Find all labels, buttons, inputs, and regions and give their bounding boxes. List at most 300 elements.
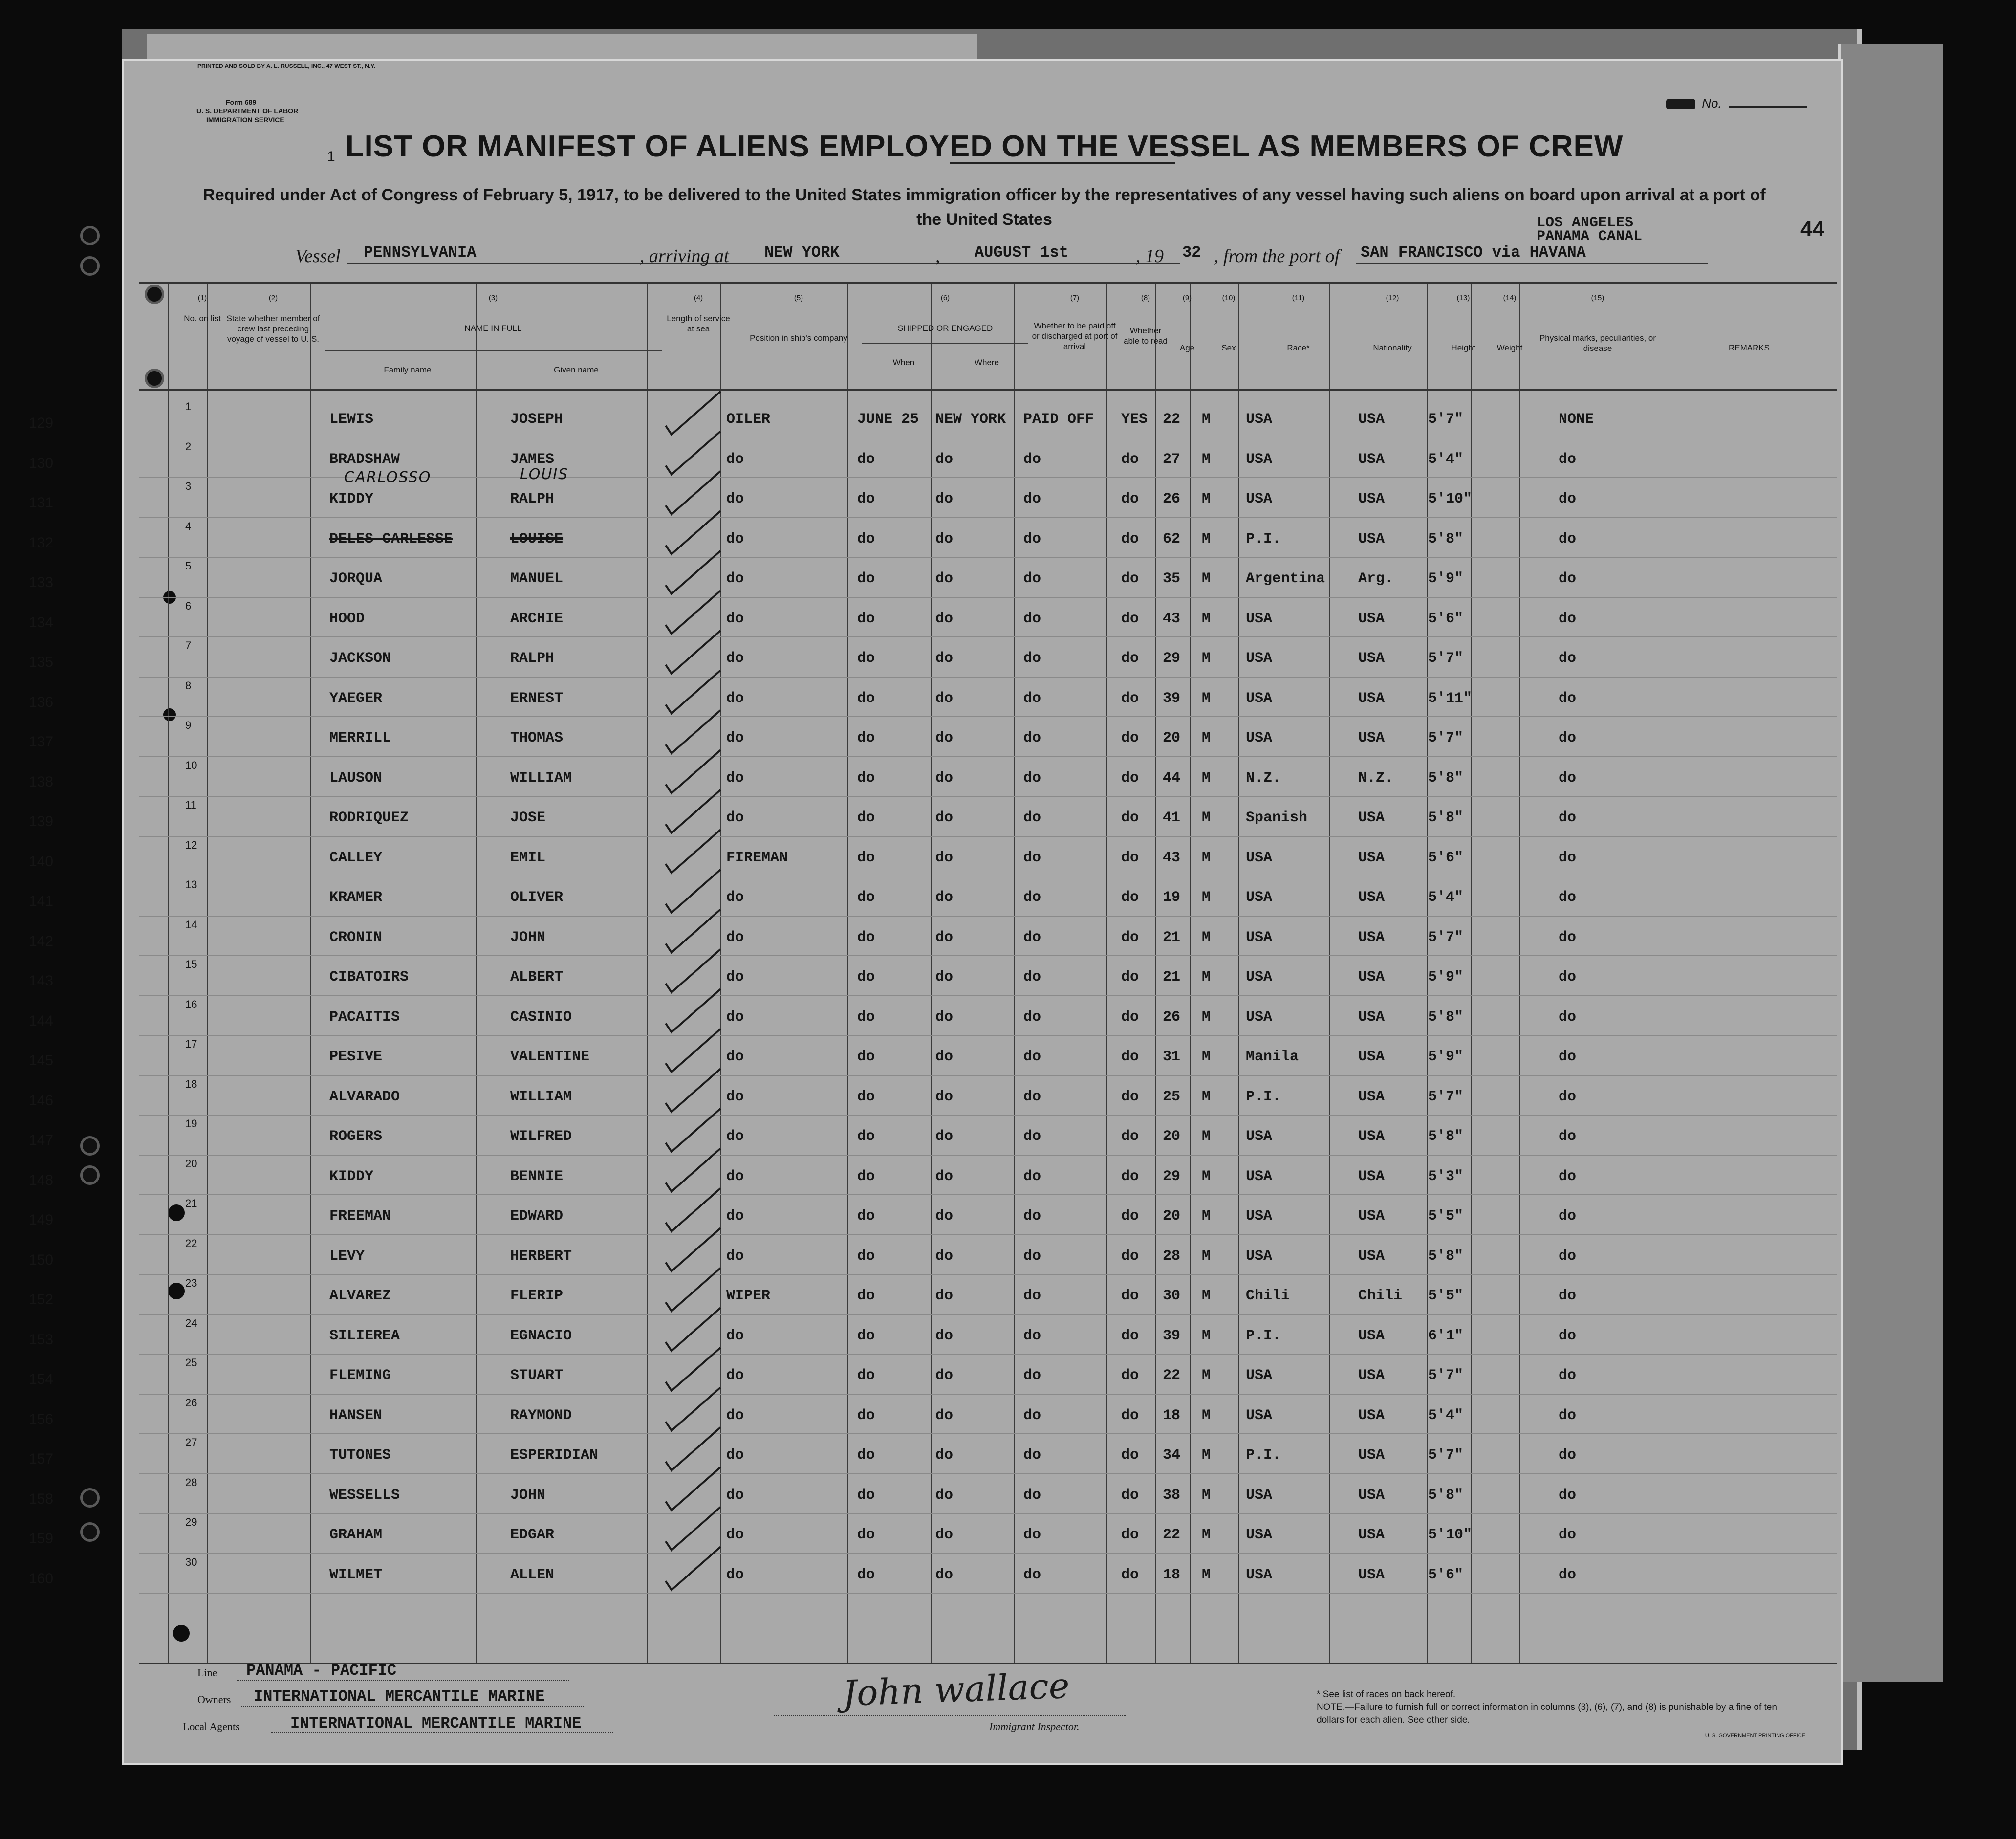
cell-family: CIBATOIRS: [329, 969, 409, 985]
cell-paid: do: [1023, 570, 1041, 587]
cell-read: do: [1121, 889, 1139, 906]
column-rule: [1155, 284, 1156, 1663]
cell-read: do: [1121, 1168, 1139, 1185]
col12-header: Nationality: [1373, 343, 1412, 352]
cell-sex: M: [1202, 1208, 1211, 1225]
cell-age: 62: [1163, 530, 1181, 547]
cell-read: do: [1121, 451, 1139, 468]
cell-where: do: [935, 451, 954, 468]
cell-family: BRADSHAW: [329, 451, 400, 468]
service-check-icon: [666, 1467, 720, 1511]
cell-read: do: [1121, 491, 1139, 507]
cell-sex: M: [1202, 1566, 1211, 1583]
cell-given: WILFRED: [510, 1128, 572, 1145]
cell-sex: M: [1202, 849, 1211, 866]
cell-position: OILER: [726, 411, 771, 428]
cell-race: USA: [1246, 650, 1273, 667]
cell-position: do: [726, 769, 744, 787]
cell-race: P.I.: [1246, 1327, 1281, 1344]
cell-age: 18: [1163, 1407, 1181, 1424]
vessel-label: Vessel: [295, 246, 341, 266]
cell-family: KIDDY: [329, 1168, 374, 1185]
cell-read: do: [1121, 1447, 1139, 1464]
column-rule: [1519, 284, 1520, 1663]
cell-race: USA: [1246, 690, 1273, 707]
cell-where: do: [935, 610, 954, 627]
row-sequence-number: 154: [29, 1371, 54, 1387]
cell-marks: do: [1559, 810, 1577, 826]
cell-no: 2: [185, 440, 192, 453]
cell-read: do: [1121, 1367, 1139, 1384]
cell-given: CASINIO: [510, 1008, 572, 1026]
cell-where: do: [935, 1487, 954, 1504]
cell-race: Manila: [1246, 1049, 1299, 1065]
cell-height: 5'9": [1428, 570, 1464, 587]
col4-number: (4): [694, 294, 703, 302]
cell-given: VALENTINE: [510, 1049, 590, 1065]
cell-family: KRAMER: [329, 889, 383, 906]
row-sequence-number: 158: [29, 1490, 54, 1507]
family-name-correction: CARLOSSO: [344, 469, 432, 486]
cell-paid: do: [1023, 1208, 1041, 1225]
cell-race: P.I.: [1246, 1088, 1281, 1105]
cell-position: do: [726, 1008, 744, 1026]
cell-nationality: USA: [1358, 1447, 1385, 1464]
column-rule: [1238, 284, 1239, 1663]
cell-where: do: [935, 690, 954, 707]
cell-sex: M: [1202, 1367, 1211, 1384]
service-check-icon: [666, 1268, 720, 1311]
cell-paid: do: [1023, 530, 1041, 547]
cell-age: 25: [1163, 1088, 1181, 1105]
service-check-icon: [666, 1547, 720, 1590]
row-rule: [139, 597, 1837, 598]
cell-no: 18: [185, 1077, 197, 1090]
cell-marks: do: [1559, 1407, 1577, 1424]
row-sequence-number: 148: [29, 1172, 54, 1188]
cell-marks: do: [1559, 650, 1577, 667]
remarks-header: REMARKS: [1728, 343, 1770, 352]
cell-read: do: [1121, 929, 1139, 946]
inspector-signature: John wallace: [842, 1664, 1070, 1714]
cell-position: WIPER: [726, 1288, 771, 1304]
service-check-icon: [666, 591, 720, 634]
cell-when: do: [857, 1008, 875, 1026]
cell-height: 5'10": [1428, 1527, 1473, 1543]
cell-read: do: [1121, 1248, 1139, 1265]
cell-no: 29: [185, 1516, 197, 1528]
service-check-icon: [666, 989, 720, 1032]
cell-sex: M: [1202, 929, 1211, 946]
row-sequence-number: 160: [29, 1570, 54, 1587]
cell-race: USA: [1246, 1407, 1273, 1424]
row-sequence-number: 137: [29, 734, 54, 750]
cell-no: 6: [185, 599, 192, 612]
cell-no: 27: [185, 1436, 197, 1448]
cell-marks: do: [1559, 1527, 1577, 1543]
cell-age: 22: [1163, 411, 1181, 428]
cell-read: do: [1121, 1008, 1139, 1026]
cell-given: WILLIAM: [510, 1088, 572, 1105]
cell-race: Spanish: [1246, 810, 1308, 826]
cell-age: 41: [1163, 810, 1181, 826]
cell-when: do: [857, 610, 875, 627]
cell-marks: do: [1559, 1088, 1577, 1105]
cell-when: do: [857, 730, 875, 746]
cell-race: USA: [1246, 889, 1273, 906]
cell-where: NEW YORK: [935, 411, 1006, 428]
col6-number: (6): [940, 294, 950, 302]
cell-read: do: [1121, 769, 1139, 787]
cell-age: 22: [1163, 1367, 1181, 1384]
cell-age: 30: [1163, 1288, 1181, 1304]
cell-when: do: [857, 969, 875, 985]
cell-sex: M: [1202, 690, 1211, 707]
cell-family: WILMET: [329, 1566, 383, 1583]
cell-marks: do: [1559, 570, 1577, 587]
row-rule: [139, 517, 1837, 518]
service-check-icon: [666, 1029, 720, 1072]
cell-paid: do: [1023, 1088, 1041, 1105]
cell-nationality: USA: [1358, 1407, 1385, 1424]
cell-when: do: [857, 1208, 875, 1225]
cell-sex: M: [1202, 769, 1211, 787]
corner-no-label: No.: [1702, 96, 1722, 110]
column-rule: [931, 284, 932, 1663]
cell-nationality: Chili: [1358, 1288, 1403, 1304]
binder-hole-icon: [80, 1165, 100, 1185]
department-name: U. S. DEPARTMENT OF LABOR: [196, 107, 299, 115]
service-check-icon: [666, 949, 720, 992]
cell-marks: do: [1559, 1248, 1577, 1265]
cell-paid: do: [1023, 610, 1041, 627]
cell-position: do: [726, 570, 744, 587]
cell-paid: do: [1023, 769, 1041, 787]
cell-marks: do: [1559, 491, 1577, 507]
cell-no: 4: [185, 520, 192, 532]
cell-marks: do: [1559, 929, 1577, 946]
cell-position: do: [726, 929, 744, 946]
cell-nationality: USA: [1358, 650, 1385, 667]
row-sequence-number: 138: [29, 773, 54, 790]
cell-no: 21: [185, 1197, 197, 1209]
cell-read: do: [1121, 1128, 1139, 1145]
cell-marks: do: [1559, 1008, 1577, 1026]
cell-nationality: USA: [1358, 1128, 1385, 1145]
cell-nationality: USA: [1358, 411, 1385, 428]
row-sequence-number: 149: [29, 1212, 54, 1228]
column-rule: [1014, 284, 1015, 1663]
cell-family: ALVARADO: [329, 1088, 400, 1105]
cell-where: do: [935, 769, 954, 787]
row-sequence-number: 153: [29, 1331, 54, 1348]
cell-position: do: [726, 1407, 744, 1424]
row-rule: [139, 1433, 1837, 1434]
cell-position: do: [726, 650, 744, 667]
cell-given: THOMAS: [510, 730, 564, 746]
cell-marks: do: [1559, 1367, 1577, 1384]
cell-family: YAEGER: [329, 690, 383, 707]
col14-number: (14): [1503, 294, 1517, 302]
cell-height: 5'7": [1428, 650, 1464, 667]
cell-position: do: [726, 1128, 744, 1145]
cell-sex: M: [1202, 411, 1211, 428]
cell-where: do: [935, 1168, 954, 1185]
cell-read: do: [1121, 530, 1139, 547]
voyage-line: [295, 245, 341, 267]
cell-family: JORQUA: [329, 570, 383, 587]
row-rule: [139, 955, 1837, 956]
cell-given: ESPERIDIAN: [510, 1447, 599, 1464]
cell-no: 26: [185, 1396, 197, 1409]
cell-nationality: USA: [1358, 1566, 1385, 1583]
cell-marks: do: [1559, 1049, 1577, 1065]
row-rule: [139, 1394, 1837, 1395]
col2-number: (2): [268, 294, 278, 302]
cell-age: 34: [1163, 1447, 1181, 1464]
service-check-icon: [666, 511, 720, 554]
cell-no: 22: [185, 1237, 197, 1249]
service-check-icon: [666, 1388, 720, 1431]
corner-number-stamp: [1666, 96, 1807, 111]
col4-header: Length of service at sea: [667, 314, 730, 333]
service-check-icon: [666, 750, 720, 793]
row-sequence-number: 130: [29, 455, 54, 471]
cell-no: 14: [185, 918, 197, 931]
cell-age: 29: [1163, 650, 1181, 667]
cell-family: CRONIN: [329, 929, 383, 946]
cell-given: JOHN: [510, 1487, 546, 1504]
cell-age: 39: [1163, 690, 1181, 707]
cell-sex: M: [1202, 1008, 1211, 1026]
cell-when: do: [857, 769, 875, 787]
col6a-header: When: [892, 358, 915, 367]
cell-sex: M: [1202, 491, 1211, 507]
cell-marks: do: [1559, 1327, 1577, 1344]
footer-line: [197, 1666, 217, 1679]
cell-when: do: [857, 1566, 875, 1583]
row-sequence-number: 152: [29, 1292, 54, 1308]
row-sequence-number: 159: [29, 1531, 54, 1547]
cell-height: 5'6": [1428, 1566, 1464, 1583]
cell-when: do: [857, 810, 875, 826]
cell-height: 5'3": [1428, 1168, 1464, 1185]
from-port: SAN FRANCISCO via HAVANA: [1361, 243, 1586, 262]
cell-when: do: [857, 1248, 875, 1265]
cell-given: STUART: [510, 1367, 564, 1384]
row-sequence-number: 134: [29, 614, 54, 631]
cell-race: USA: [1246, 1527, 1273, 1543]
cell-family: DELES CARLESSE: [329, 530, 453, 547]
col13-number: (13): [1456, 294, 1470, 302]
service-checkmarks: [662, 284, 735, 1663]
page-title: LIST OR MANIFEST OF ALIENS EMPLOYED ON THE VESSEL AS MEMBERS OF CREW: [345, 130, 1624, 163]
cell-no: 9: [185, 719, 192, 731]
cell-race: USA: [1246, 969, 1273, 985]
row-sequence-number: 140: [29, 853, 54, 870]
cell-nationality: USA: [1358, 1208, 1385, 1225]
cell-race: USA: [1246, 929, 1273, 946]
cell-read: do: [1121, 1407, 1139, 1424]
cell-race: USA: [1246, 1566, 1273, 1583]
year-suffix: 32: [1182, 243, 1201, 262]
cell-read: do: [1121, 730, 1139, 746]
cell-height: 6'1": [1428, 1327, 1464, 1344]
service-check-icon: [666, 671, 720, 714]
cell-height: 5'8": [1428, 530, 1464, 547]
row-sequence-number: 136: [29, 694, 54, 710]
cell-height: 5'8": [1428, 1248, 1464, 1265]
cell-sex: M: [1202, 1327, 1211, 1344]
cell-given: EDWARD: [510, 1208, 564, 1225]
cell-paid: PAID OFF: [1023, 411, 1094, 428]
cell-given: RALPH: [510, 650, 555, 667]
cell-age: 20: [1163, 1208, 1181, 1225]
cell-paid: do: [1023, 889, 1041, 906]
cell-paid: do: [1023, 929, 1041, 946]
cell-no: 1: [185, 400, 192, 413]
cell-paid: do: [1023, 1527, 1041, 1543]
cell-family: LEWIS: [329, 411, 374, 428]
service-check-icon: [666, 710, 720, 753]
cell-paid: do: [1023, 1327, 1041, 1344]
cell-position: do: [726, 1527, 744, 1543]
cell-height: 5'4": [1428, 1407, 1464, 1424]
col10-number: (10): [1222, 294, 1236, 302]
cell-height: 5'4": [1428, 451, 1464, 468]
cell-paid: do: [1023, 1248, 1041, 1265]
cell-paid: do: [1023, 1049, 1041, 1065]
cell-height: 5'9": [1428, 969, 1464, 985]
cell-race: Chili: [1246, 1288, 1290, 1304]
cell-read: do: [1121, 690, 1139, 707]
cell-where: do: [935, 929, 954, 946]
port-panama-canal: PANAMA CANAL: [1537, 228, 1643, 245]
cell-race: N.Z.: [1246, 769, 1281, 787]
cell-position: do: [726, 1208, 744, 1225]
cell-marks: do: [1559, 1128, 1577, 1145]
cell-height: 5'7": [1428, 1367, 1464, 1384]
cell-age: 20: [1163, 1128, 1181, 1145]
cell-given: HERBERT: [510, 1248, 572, 1265]
cell-sex: M: [1202, 1088, 1211, 1105]
cell-where: do: [935, 1527, 954, 1543]
cell-paid: do: [1023, 491, 1041, 507]
cell-read: YES: [1121, 411, 1148, 428]
row-sequence-number: 156: [29, 1411, 54, 1427]
cell-position: do: [726, 730, 744, 746]
binder-hole-icon: [80, 1488, 100, 1508]
intermediate-ports: [1537, 216, 1642, 243]
cell-no: 15: [185, 958, 197, 970]
row-rule: [139, 1513, 1837, 1514]
owners-value: INTERNATIONAL MERCANTILE MARINE: [254, 1687, 545, 1706]
cell-age: 20: [1163, 730, 1181, 746]
cell-when: do: [857, 491, 875, 507]
col1-header: No. on list: [184, 314, 221, 323]
cell-family: HOOD: [329, 610, 365, 627]
col3-header: NAME IN FULL: [464, 324, 522, 333]
cell-height: 5'6": [1428, 610, 1464, 627]
cell-read: do: [1121, 570, 1139, 587]
col2-header: State whether member of crew last preceding voyage of vessel to U. S.: [226, 314, 320, 344]
cell-paid: do: [1023, 451, 1041, 468]
cell-nationality: USA: [1358, 889, 1385, 906]
line-label: Line: [197, 1666, 217, 1679]
cell-position: do: [726, 1248, 744, 1265]
row-rule: [139, 1234, 1837, 1235]
gpo-imprint: U. S. GOVERNMENT PRINTING OFFICE: [1705, 1733, 1805, 1739]
cell-given: OLIVER: [510, 889, 564, 906]
cell-nationality: USA: [1358, 810, 1385, 826]
cell-where: do: [935, 1367, 954, 1384]
col6b-header: Where: [974, 358, 999, 367]
cell-height: 5'6": [1428, 849, 1464, 866]
stamp-blot-icon: [1666, 99, 1695, 109]
cell-given: JOSEPH: [510, 411, 564, 428]
cell-given: FLERIP: [510, 1288, 564, 1304]
cell-where: do: [935, 1008, 954, 1026]
cell-height: 5'9": [1428, 1049, 1464, 1065]
cell-paid: do: [1023, 1128, 1041, 1145]
cell-height: 5'7": [1428, 1447, 1464, 1464]
cell-sex: M: [1202, 1049, 1211, 1065]
cell-marks: do: [1559, 1208, 1577, 1225]
cell-race: USA: [1246, 1168, 1273, 1185]
row-rule: [139, 916, 1837, 917]
cell-when: do: [857, 849, 875, 866]
cell-when: do: [857, 1288, 875, 1304]
cell-race: USA: [1246, 491, 1273, 507]
row-rule: [139, 557, 1837, 558]
cell-read: do: [1121, 849, 1139, 866]
row-rule: [139, 756, 1837, 757]
cell-sex: M: [1202, 1487, 1211, 1504]
manifest-page: [29, 59, 1843, 1765]
service-check-icon: [666, 1427, 720, 1470]
row-rule: [139, 1274, 1837, 1275]
cell-race: USA: [1246, 610, 1273, 627]
cell-position: do: [726, 1049, 744, 1065]
col9-header: Age: [1179, 343, 1195, 352]
cell-where: do: [935, 1248, 954, 1265]
cell-when: do: [857, 1447, 875, 1464]
cell-no: 12: [185, 838, 197, 851]
cell-age: 26: [1163, 491, 1181, 507]
cell-sex: M: [1202, 1128, 1211, 1145]
col11-number: (11): [1292, 294, 1305, 302]
cell-no: 16: [185, 998, 197, 1010]
cell-position: do: [726, 1088, 744, 1105]
cell-age: 22: [1163, 1527, 1181, 1543]
service-check-icon: [666, 432, 720, 475]
cell-marks: do: [1559, 690, 1577, 707]
cell-given: JOSE: [510, 810, 546, 826]
cell-sex: M: [1202, 451, 1211, 468]
binder-hole-icon: [80, 256, 100, 276]
cell-family: PESIVE: [329, 1049, 383, 1065]
cell-height: 5'8": [1428, 769, 1464, 787]
line-value: PANAMA - PACIFIC: [246, 1662, 397, 1680]
row-rule: [139, 1035, 1837, 1036]
cell-where: do: [935, 570, 954, 587]
row-rule: [139, 1115, 1837, 1116]
cell-sex: M: [1202, 889, 1211, 906]
service-check-icon: [666, 1188, 720, 1231]
cell-where: do: [935, 1447, 954, 1464]
cell-when: do: [857, 1128, 875, 1145]
cell-nationality: USA: [1358, 451, 1385, 468]
